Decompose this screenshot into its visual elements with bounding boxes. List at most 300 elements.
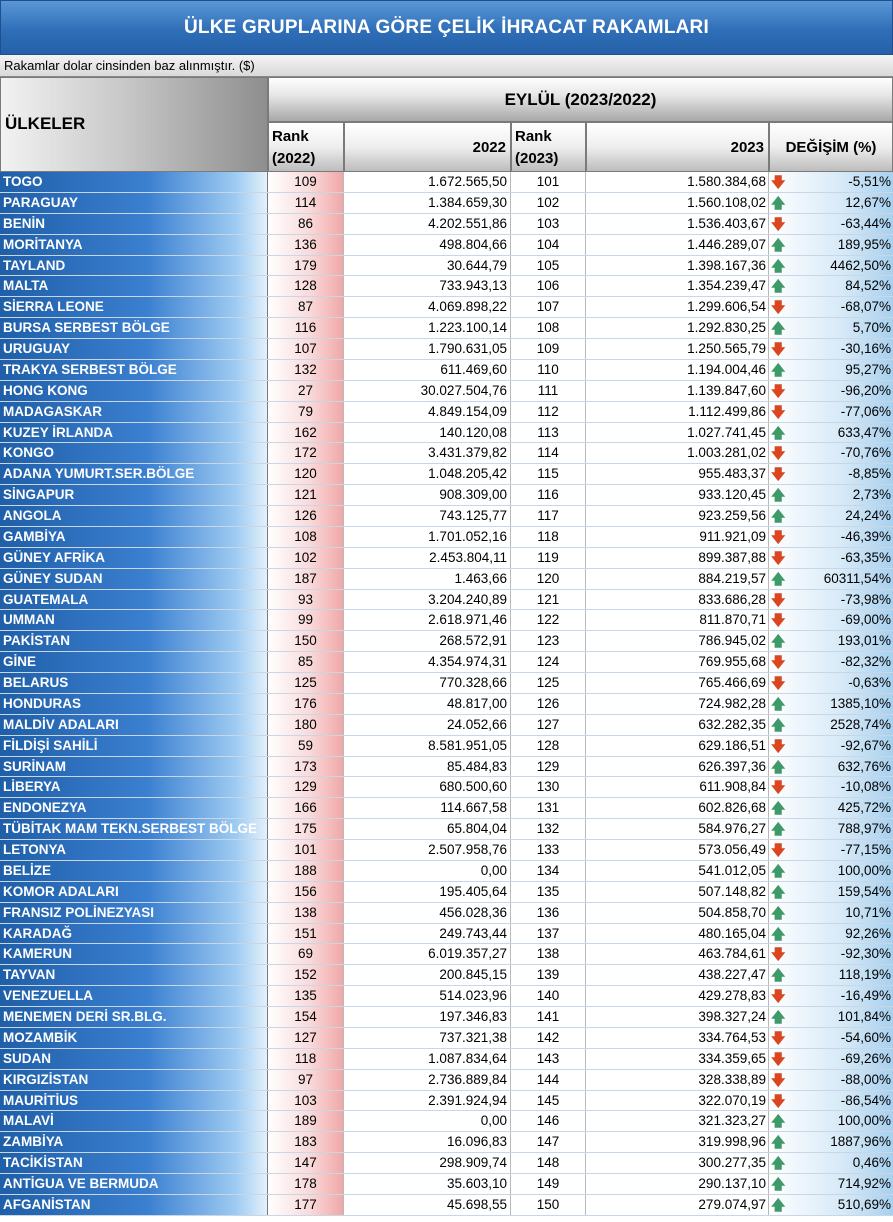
value-2022-cell: 16.096,83 xyxy=(344,1132,511,1152)
value-2023-cell: 933.120,45 xyxy=(586,485,769,505)
country-cell: TACİKİSTAN xyxy=(0,1153,268,1173)
arrow-up-icon: 🡅 xyxy=(771,361,786,378)
country-cell: MADAGASKAR xyxy=(0,402,268,422)
change-cell xyxy=(769,1132,893,1152)
country-cell: UMMAN xyxy=(0,610,268,630)
value-2022-cell: 1.463,66 xyxy=(344,569,511,589)
change-cell xyxy=(769,965,893,985)
country-cell: FİLDİŞİ SAHİLİ xyxy=(0,736,268,756)
rank-2023-cell: 150 xyxy=(511,1195,586,1215)
table-row xyxy=(0,1111,893,1132)
change-cell xyxy=(769,548,893,568)
table-row xyxy=(0,402,893,423)
country-cell: BELARUS xyxy=(0,673,268,693)
arrow-down-icon: 🡇 xyxy=(771,549,786,566)
arrow-up-icon: 🡅 xyxy=(771,862,786,879)
change-cell xyxy=(769,924,893,944)
table-row xyxy=(0,1070,893,1091)
arrow-up-icon: 🡅 xyxy=(771,194,786,211)
arrow-down-icon: 🡇 xyxy=(771,779,786,796)
table-row xyxy=(0,1091,893,1112)
rank-2022-cell: 125 xyxy=(268,673,344,693)
header-period: EYLÜL (2023/2022) xyxy=(268,77,893,122)
table-row xyxy=(0,715,893,736)
rank-2022-cell: 101 xyxy=(268,840,344,860)
table-row xyxy=(0,1174,893,1195)
change-cell xyxy=(769,944,893,964)
country-cell: KARADAĞ xyxy=(0,924,268,944)
value-2023-cell: 480.165,04 xyxy=(586,924,769,944)
change-cell xyxy=(769,1195,893,1215)
rank-2023-cell: 148 xyxy=(511,1153,586,1173)
change-value: -77,15% xyxy=(840,842,891,857)
arrow-down-icon: 🡇 xyxy=(771,737,786,754)
table-row xyxy=(0,276,893,297)
country-cell: GÜNEY SUDAN xyxy=(0,569,268,589)
rank-2022-cell: 128 xyxy=(268,276,344,296)
rank-2023-cell: 102 xyxy=(511,193,586,213)
country-cell: KIRGIZİSTAN xyxy=(0,1070,268,1090)
rank-2022-cell: 97 xyxy=(268,1070,344,1090)
value-2023-cell: 1.027.741,45 xyxy=(586,423,769,443)
header-rank-2023 xyxy=(511,122,586,172)
rank-2022-cell: 69 xyxy=(268,944,344,964)
change-value: -46,39% xyxy=(840,528,891,544)
table-row xyxy=(0,527,893,548)
change-cell xyxy=(769,1153,893,1173)
rank-2022-cell: 172 xyxy=(268,443,344,463)
change-cell xyxy=(769,840,893,860)
country-cell: MOZAMBİK xyxy=(0,1028,268,1048)
header-rank-2023-line1: Rank xyxy=(515,128,552,145)
header-rank-2022-line1: Rank xyxy=(272,128,309,145)
change-value: 5,70% xyxy=(852,320,891,336)
value-2023-cell: 507.148,82 xyxy=(586,882,769,902)
rank-2023-cell: 108 xyxy=(511,318,586,338)
country-cell: PARAGUAY xyxy=(0,193,268,213)
arrow-up-icon: 🡅 xyxy=(771,508,786,524)
value-2022-cell: 1.087.834,64 xyxy=(344,1049,511,1069)
change-value: 4462,50% xyxy=(830,257,891,273)
value-2022-cell: 249.743,44 xyxy=(344,924,511,944)
change-value: -70,76% xyxy=(840,445,891,461)
country-cell: SİNGAPUR xyxy=(0,485,268,505)
change-value: 425,72% xyxy=(837,800,891,816)
value-2022-cell: 611.469,60 xyxy=(344,360,511,380)
change-cell xyxy=(769,777,893,797)
rank-2023-cell: 137 xyxy=(511,924,586,944)
rank-2023-cell: 142 xyxy=(511,1028,586,1048)
change-value: -82,32% xyxy=(840,654,891,670)
country-cell: LETONYA xyxy=(0,840,268,860)
change-value: 510,69% xyxy=(837,1196,891,1212)
rank-2023-cell: 125 xyxy=(511,673,586,693)
header-value-2022: 2022 xyxy=(344,122,511,172)
value-2022-cell: 6.019.357,27 xyxy=(344,944,511,964)
change-cell xyxy=(769,256,893,276)
change-cell xyxy=(769,861,893,881)
table-row xyxy=(0,1007,893,1028)
country-cell: BURSA SERBEST BÖLGE xyxy=(0,318,268,338)
rank-2022-cell: 127 xyxy=(268,1028,344,1048)
rank-2022-cell: 189 xyxy=(268,1111,344,1131)
change-cell xyxy=(769,318,893,338)
rank-2022-cell: 108 xyxy=(268,527,344,547)
change-value: -86,54% xyxy=(840,1092,891,1108)
rank-2023-cell: 131 xyxy=(511,798,586,818)
rank-2023-cell: 118 xyxy=(511,527,586,547)
table-row xyxy=(0,1195,893,1216)
value-2023-cell: 438.227,47 xyxy=(586,965,769,985)
value-2023-cell: 1.194.004,46 xyxy=(586,360,769,380)
rank-2022-cell: 179 xyxy=(268,256,344,276)
header-rank-2022-line2: (2022) xyxy=(272,150,316,167)
change-value: 118,19% xyxy=(838,967,891,983)
arrow-up-icon: 🡅 xyxy=(771,1196,786,1213)
value-2022-cell: 2.453.804,11 xyxy=(344,548,511,568)
value-2023-cell: 769.955,68 xyxy=(586,652,769,672)
arrow-up-icon: 🡅 xyxy=(771,695,786,712)
change-cell xyxy=(769,485,893,505)
value-2023-cell: 1.250.565,79 xyxy=(586,339,769,359)
change-value: -77,06% xyxy=(840,403,891,419)
value-2022-cell: 770.328,66 xyxy=(344,673,511,693)
value-2022-cell: 200.845,15 xyxy=(344,965,511,985)
rank-2023-cell: 140 xyxy=(511,986,586,1006)
rank-2022-cell: 147 xyxy=(268,1153,344,1173)
value-2023-cell: 923.259,56 xyxy=(586,506,769,526)
header-rank-2022 xyxy=(268,122,344,172)
rank-2022-cell: 188 xyxy=(268,861,344,881)
country-cell: ANGOLA xyxy=(0,506,268,526)
change-value: -0,63% xyxy=(848,675,891,690)
rank-2022-cell: 86 xyxy=(268,214,344,234)
arrow-down-icon: 🡇 xyxy=(771,1029,786,1046)
country-cell: TAYLAND xyxy=(0,256,268,276)
table-row xyxy=(0,256,893,277)
change-value: 788,97% xyxy=(837,821,891,837)
value-2022-cell: 195.405,64 xyxy=(344,882,511,902)
country-cell: HONG KONG xyxy=(0,381,268,401)
rank-2023-cell: 132 xyxy=(511,819,586,839)
value-2022-cell: 140.120,08 xyxy=(344,423,511,443)
country-cell: ANTİGUA VE BERMUDA xyxy=(0,1174,268,1194)
rank-2022-cell: 154 xyxy=(268,1007,344,1027)
value-2023-cell: 319.998,96 xyxy=(586,1132,769,1152)
country-cell: MAURİTİUS xyxy=(0,1091,268,1111)
change-cell xyxy=(769,214,893,234)
value-2022-cell: 298.909,74 xyxy=(344,1153,511,1173)
arrow-up-icon: 🡅 xyxy=(771,925,786,942)
value-2023-cell: 1.139.847,60 xyxy=(586,381,769,401)
value-2023-cell: 334.359,65 xyxy=(586,1049,769,1069)
change-value: -63,44% xyxy=(840,215,891,231)
rank-2023-cell: 147 xyxy=(511,1132,586,1152)
arrow-down-icon: 🡇 xyxy=(771,654,786,671)
change-cell xyxy=(769,610,893,630)
rank-2022-cell: 180 xyxy=(268,715,344,735)
value-2023-cell: 1.446.289,07 xyxy=(586,235,769,255)
country-cell: ZAMBİYA xyxy=(0,1132,268,1152)
value-2022-cell: 30.027.504,76 xyxy=(344,381,511,401)
change-value: -63,35% xyxy=(840,549,891,565)
country-cell: SİERRA LEONE xyxy=(0,297,268,317)
rank-2022-cell: 79 xyxy=(268,402,344,422)
country-cell: ENDONEZYA xyxy=(0,798,268,818)
value-2022-cell: 1.790.631,05 xyxy=(344,339,511,359)
value-2023-cell: 1.112.499,86 xyxy=(586,402,769,422)
value-2023-cell: 1.354.239,47 xyxy=(586,276,769,296)
value-2022-cell: 1.223.100,14 xyxy=(344,318,511,338)
value-2022-cell: 498.804,66 xyxy=(344,235,511,255)
value-2022-cell: 4.202.551,86 xyxy=(344,214,511,234)
change-cell xyxy=(769,569,893,589)
table-row xyxy=(0,506,893,527)
table-row xyxy=(0,172,893,193)
data-table-body xyxy=(0,172,893,1216)
change-value: 0,46% xyxy=(852,1155,891,1171)
change-cell xyxy=(769,172,893,192)
rank-2023-cell: 113 xyxy=(511,423,586,443)
change-value: -10,08% xyxy=(840,779,891,795)
rank-2023-cell: 121 xyxy=(511,590,586,610)
arrow-down-icon: 🡇 xyxy=(771,341,786,357)
table-row xyxy=(0,297,893,318)
rank-2022-cell: 109 xyxy=(268,172,344,192)
country-cell: GAMBİYA xyxy=(0,527,268,547)
country-cell: SURİNAM xyxy=(0,757,268,777)
value-2023-cell: 279.074,97 xyxy=(586,1195,769,1215)
change-cell xyxy=(769,1007,893,1027)
table-row xyxy=(0,443,893,464)
rank-2023-cell: 104 xyxy=(511,235,586,255)
rank-2022-cell: 107 xyxy=(268,339,344,359)
change-value: -16,49% xyxy=(840,988,891,1004)
value-2023-cell: 765.466,69 xyxy=(586,673,769,693)
arrow-down-icon: 🡇 xyxy=(771,403,786,420)
table-row xyxy=(0,1153,893,1174)
value-2022-cell: 514.023,96 xyxy=(344,986,511,1006)
table-row xyxy=(0,339,893,360)
value-2023-cell: 955.483,37 xyxy=(586,464,769,484)
table-row xyxy=(0,673,893,694)
rank-2023-cell: 122 xyxy=(511,610,586,630)
rank-2022-cell: 187 xyxy=(268,569,344,589)
change-value: -30,16% xyxy=(840,341,891,356)
change-value: -8,85% xyxy=(848,466,891,482)
value-2022-cell: 85.484,83 xyxy=(344,757,511,777)
value-2023-cell: 322.070,19 xyxy=(586,1091,769,1111)
table-row xyxy=(0,1132,893,1153)
rank-2023-cell: 115 xyxy=(511,464,586,484)
change-cell xyxy=(769,339,893,359)
rank-2023-cell: 124 xyxy=(511,652,586,672)
change-value: -73,98% xyxy=(840,591,891,607)
change-cell xyxy=(769,1028,893,1048)
value-2023-cell: 611.908,84 xyxy=(586,777,769,797)
change-value: 632,76% xyxy=(837,758,891,774)
country-cell: ADANA YUMURT.SER.BÖLGE xyxy=(0,464,268,484)
arrow-up-icon: 🡅 xyxy=(771,967,786,984)
header-change: DEĞİŞİM (%) xyxy=(769,122,893,172)
arrow-down-icon: 🡇 xyxy=(771,174,786,190)
arrow-up-icon: 🡅 xyxy=(771,1134,786,1151)
table-row xyxy=(0,798,893,819)
country-cell: PAKİSTAN xyxy=(0,631,268,651)
arrow-down-icon: 🡇 xyxy=(771,591,786,608)
change-cell xyxy=(769,715,893,735)
table-row xyxy=(0,485,893,506)
change-value: -92,30% xyxy=(840,946,891,962)
arrow-down-icon: 🡇 xyxy=(771,299,786,316)
change-value: -54,60% xyxy=(840,1029,891,1045)
change-cell xyxy=(769,402,893,422)
table-row xyxy=(0,986,893,1007)
arrow-down-icon: 🡇 xyxy=(771,1071,786,1088)
country-cell: TRAKYA SERBEST BÖLGE xyxy=(0,360,268,380)
rank-2023-cell: 128 xyxy=(511,736,586,756)
rank-2022-cell: 85 xyxy=(268,652,344,672)
change-value: 84,52% xyxy=(845,278,891,294)
rank-2023-cell: 141 xyxy=(511,1007,586,1027)
rank-2023-cell: 123 xyxy=(511,631,586,651)
country-cell: VENEZUELLA xyxy=(0,986,268,1006)
change-value: 100,00% xyxy=(837,1113,891,1129)
change-value: -88,00% xyxy=(840,1071,891,1087)
arrow-up-icon: 🡅 xyxy=(771,278,786,295)
currency-note: Rakamlar dolar cinsinden baz alınmıştır. ($) xyxy=(0,55,893,77)
value-2022-cell: 1.672.565,50 xyxy=(344,172,511,192)
arrow-up-icon: 🡅 xyxy=(771,236,786,253)
value-2022-cell: 65.804,04 xyxy=(344,819,511,839)
change-value: 1887,96% xyxy=(830,1134,891,1150)
change-value: 100,00% xyxy=(837,862,891,878)
value-2022-cell: 737.321,38 xyxy=(344,1028,511,1048)
rank-2022-cell: 151 xyxy=(268,924,344,944)
value-2023-cell: 584.976,27 xyxy=(586,819,769,839)
arrow-up-icon: 🡅 xyxy=(771,1113,786,1130)
value-2023-cell: 328.338,89 xyxy=(586,1070,769,1090)
table-row xyxy=(0,965,893,986)
rank-2022-cell: 99 xyxy=(268,610,344,630)
rank-2023-cell: 101 xyxy=(511,172,586,192)
country-cell: KONGO xyxy=(0,443,268,463)
value-2022-cell: 2.618.971,46 xyxy=(344,610,511,630)
country-cell: TOGO xyxy=(0,172,268,192)
change-cell xyxy=(769,360,893,380)
arrow-up-icon: 🡅 xyxy=(771,1009,786,1025)
rank-2022-cell: 114 xyxy=(268,193,344,213)
rank-2023-cell: 149 xyxy=(511,1174,586,1194)
country-cell: TAYVAN xyxy=(0,965,268,985)
country-cell: BELİZE xyxy=(0,861,268,881)
value-2023-cell: 573.056,49 xyxy=(586,840,769,860)
country-cell: MALTA xyxy=(0,276,268,296)
change-cell xyxy=(769,590,893,610)
arrow-down-icon: 🡇 xyxy=(771,988,786,1005)
rank-2023-cell: 133 xyxy=(511,840,586,860)
change-value: -92,67% xyxy=(840,737,891,753)
header-value-2023: 2023 xyxy=(586,122,769,172)
change-cell xyxy=(769,631,893,651)
rank-2023-cell: 103 xyxy=(511,214,586,234)
value-2023-cell: 334.764,53 xyxy=(586,1028,769,1048)
change-value: -69,26% xyxy=(840,1050,891,1066)
value-2022-cell: 1.048.205,42 xyxy=(344,464,511,484)
value-2022-cell: 30.644,79 xyxy=(344,256,511,276)
change-cell xyxy=(769,757,893,777)
rank-2023-cell: 146 xyxy=(511,1111,586,1131)
change-cell xyxy=(769,1091,893,1111)
rank-2022-cell: 136 xyxy=(268,235,344,255)
rank-2023-cell: 112 xyxy=(511,402,586,422)
arrow-down-icon: 🡇 xyxy=(771,1092,786,1109)
table-row xyxy=(0,757,893,778)
rank-2022-cell: 156 xyxy=(268,882,344,902)
country-cell: MALAVİ xyxy=(0,1111,268,1131)
table-row xyxy=(0,1028,893,1049)
table-row xyxy=(0,214,893,235)
change-value: -68,07% xyxy=(840,299,891,315)
country-cell: SUDAN xyxy=(0,1049,268,1069)
value-2022-cell: 3.204.240,89 xyxy=(344,590,511,610)
rank-2023-cell: 144 xyxy=(511,1070,586,1090)
value-2023-cell: 899.387,88 xyxy=(586,548,769,568)
value-2023-cell: 1.560.108,02 xyxy=(586,193,769,213)
table-row xyxy=(0,610,893,631)
rank-2022-cell: 150 xyxy=(268,631,344,651)
change-value: 159,54% xyxy=(837,883,891,899)
change-value: 101,84% xyxy=(837,1009,891,1024)
value-2022-cell: 1.701.052,16 xyxy=(344,527,511,547)
value-2023-cell: 632.282,35 xyxy=(586,715,769,735)
country-cell: HONDURAS xyxy=(0,694,268,714)
arrow-down-icon: 🡇 xyxy=(771,946,786,963)
country-cell: TÜBİTAK MAM TEKN.SERBEST BÖLGE xyxy=(0,819,268,839)
change-cell xyxy=(769,297,893,317)
arrow-up-icon: 🡅 xyxy=(771,320,786,337)
change-cell xyxy=(769,193,893,213)
rank-2022-cell: 176 xyxy=(268,694,344,714)
rank-2023-cell: 106 xyxy=(511,276,586,296)
change-cell xyxy=(769,986,893,1006)
arrow-up-icon: 🡅 xyxy=(771,883,786,900)
arrow-down-icon: 🡇 xyxy=(771,445,786,462)
change-cell xyxy=(769,819,893,839)
value-2022-cell: 4.849.154,09 xyxy=(344,402,511,422)
value-2023-cell: 884.219,57 xyxy=(586,569,769,589)
table-row xyxy=(0,590,893,611)
change-cell xyxy=(769,506,893,526)
change-cell xyxy=(769,673,893,693)
change-value: 714,92% xyxy=(837,1176,891,1191)
table-row xyxy=(0,464,893,485)
rank-2022-cell: 120 xyxy=(268,464,344,484)
country-cell: KUZEY İRLANDA xyxy=(0,423,268,443)
rank-2023-cell: 111 xyxy=(511,381,586,401)
change-value: 12,67% xyxy=(845,194,891,210)
value-2023-cell: 911.921,09 xyxy=(586,527,769,547)
arrow-up-icon: 🡅 xyxy=(771,570,786,587)
change-value: 92,26% xyxy=(845,925,891,941)
rank-2022-cell: 116 xyxy=(268,318,344,338)
change-value: -69,00% xyxy=(840,612,891,628)
change-value: 60311,54% xyxy=(823,570,891,586)
change-cell xyxy=(769,276,893,296)
table-row xyxy=(0,318,893,339)
country-cell: MENEMEN DERİ SR.BLG. xyxy=(0,1007,268,1027)
change-value: 189,95% xyxy=(837,236,891,252)
